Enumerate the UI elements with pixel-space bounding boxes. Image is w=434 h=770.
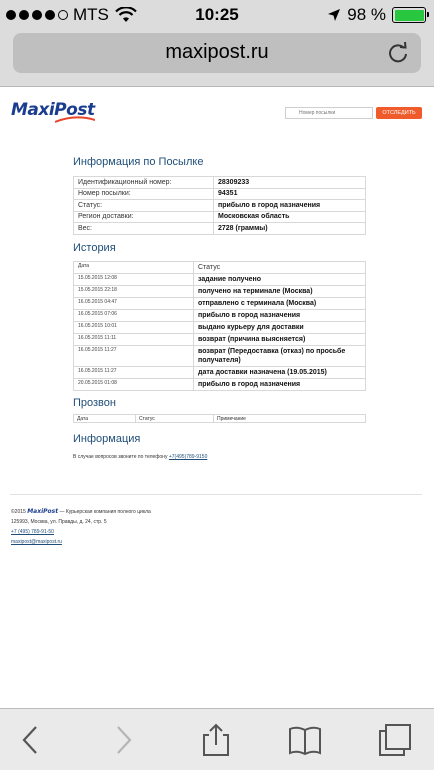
history-date: 16.05.2015 11:27 <box>74 346 194 367</box>
track-button[interactable]: ОТСЛЕДИТЬ <box>376 107 422 119</box>
history-row <box>74 310 366 322</box>
history-date: 16.05.2015 11:27 <box>74 367 194 379</box>
parcel-info-row <box>74 177 366 189</box>
history-row <box>74 322 366 334</box>
reload-icon[interactable] <box>387 42 409 64</box>
history-date: 20.05.2015 01:08 <box>74 379 194 391</box>
share-icon[interactable] <box>199 723 233 757</box>
battery-level <box>395 10 424 21</box>
status-right <box>327 5 426 25</box>
history-row <box>74 379 366 391</box>
footer-email-link[interactable]: maxipost@maxipost.ru <box>11 539 62 545</box>
history-status: дата доставки назначена (19.05.2015) <box>194 367 366 379</box>
history-status: получено на терминале (Москва) <box>194 286 366 298</box>
browser-chrome <box>0 0 434 87</box>
footer-logo: MaxiPost <box>27 508 59 515</box>
calls-table <box>73 414 366 423</box>
parcel-info-label: Регион доставки: <box>74 211 214 223</box>
footer-phone-link[interactable]: +7 (495) 789-91-50 <box>11 529 54 535</box>
history-header-date: Дата <box>74 262 194 274</box>
logo-swoosh-icon <box>55 116 95 124</box>
history-title: История <box>73 242 116 254</box>
history-date: 16.05.2015 11:11 <box>74 334 194 346</box>
parcel-info-title: Информация по Посылке <box>73 156 204 168</box>
history-status: выдано курьеру для доставки <box>194 322 366 334</box>
parcel-info-value: 94351 <box>214 188 366 200</box>
history-row <box>74 286 366 298</box>
history-status: прибыло в город назначения <box>194 379 366 391</box>
carrier-name: MTS <box>73 5 109 24</box>
calls-header-status: Статус <box>136 415 214 423</box>
history-row <box>74 334 366 346</box>
history-status: отправлено с терминала (Москва) <box>194 298 366 310</box>
bookmarks-icon[interactable] <box>288 723 322 757</box>
footer-address: 125993, Москва, ул. Правды, д. 24, стр. 5 <box>11 519 107 525</box>
battery-tip <box>427 12 430 17</box>
history-date: 15.05.2015 22:18 <box>74 286 194 298</box>
history-status: возврат (Передоставка (отказ) по просьбе получателя) <box>194 346 366 367</box>
battery-percent: 98 % <box>347 5 386 24</box>
parcel-info-row <box>74 188 366 200</box>
parcel-info-value: 2728 (граммы) <box>214 223 366 235</box>
calls-header-note: Примечание <box>214 415 366 423</box>
info-note-text: В случае вопросов звоните по телефону <box>73 454 168 460</box>
history-status: прибыло в город назначения <box>194 310 366 322</box>
parcel-info-label: Идентификационный номер: <box>74 177 214 189</box>
tabs-icon[interactable] <box>378 723 412 757</box>
calls-header-date: Дата <box>74 415 136 423</box>
parcel-info-row <box>74 223 366 235</box>
history-date: 16.05.2015 10:01 <box>74 322 194 334</box>
logo-text: MaxiPost <box>11 100 95 120</box>
parcel-info-table <box>73 176 366 235</box>
info-phone-link[interactable]: +7(495)789-9150 <box>168 454 208 460</box>
parcel-info-label: Вес: <box>74 223 214 235</box>
info-title: Информация <box>73 433 141 445</box>
parcel-info-row <box>74 200 366 212</box>
history-row <box>74 298 366 310</box>
history-row <box>74 367 366 379</box>
history-header-row <box>74 262 366 274</box>
history-status: возврат (причина выясняется) <box>194 334 366 346</box>
parcel-info-value: прибыло в город назначения <box>214 200 366 212</box>
parcel-info-value: 28309233 <box>214 177 366 189</box>
footer-line-1 <box>11 507 151 517</box>
battery-icon <box>392 7 426 23</box>
calls-title: Прозвон <box>73 397 116 409</box>
footer <box>11 507 151 547</box>
history-row <box>74 346 366 367</box>
footer-divider <box>10 494 422 495</box>
info-note <box>73 454 207 460</box>
status-time: 10:25 <box>195 5 239 24</box>
site-logo[interactable] <box>11 100 97 126</box>
parcel-info-label: Номер посылки: <box>74 188 214 200</box>
footer-tagline: — Курьерская компания полного цикла <box>59 509 151 515</box>
calls-header-row <box>74 415 366 423</box>
parcel-info-row <box>74 211 366 223</box>
forward-icon[interactable] <box>106 723 140 757</box>
location-arrow-icon <box>327 8 341 22</box>
history-row <box>74 274 366 286</box>
tracking-number-input[interactable] <box>285 107 373 119</box>
history-date: 15.05.2015 12:08 <box>74 274 194 286</box>
history-date: 16.05.2015 04:47 <box>74 298 194 310</box>
url-text[interactable]: maxipost.ru <box>165 41 269 63</box>
history-date: 16.05.2015 07:06 <box>74 310 194 322</box>
footer-copyright: ©2015 <box>11 509 26 515</box>
parcel-info-label: Статус: <box>74 200 214 212</box>
back-icon[interactable] <box>14 723 48 757</box>
browser-toolbar <box>0 708 434 770</box>
web-page <box>0 88 434 708</box>
history-header-status: Статус <box>194 262 366 274</box>
parcel-info-value: Московская область <box>214 211 366 223</box>
address-bar[interactable] <box>13 33 421 73</box>
history-status: задание получено <box>194 274 366 286</box>
status-bar <box>0 0 434 30</box>
history-table <box>73 261 366 391</box>
